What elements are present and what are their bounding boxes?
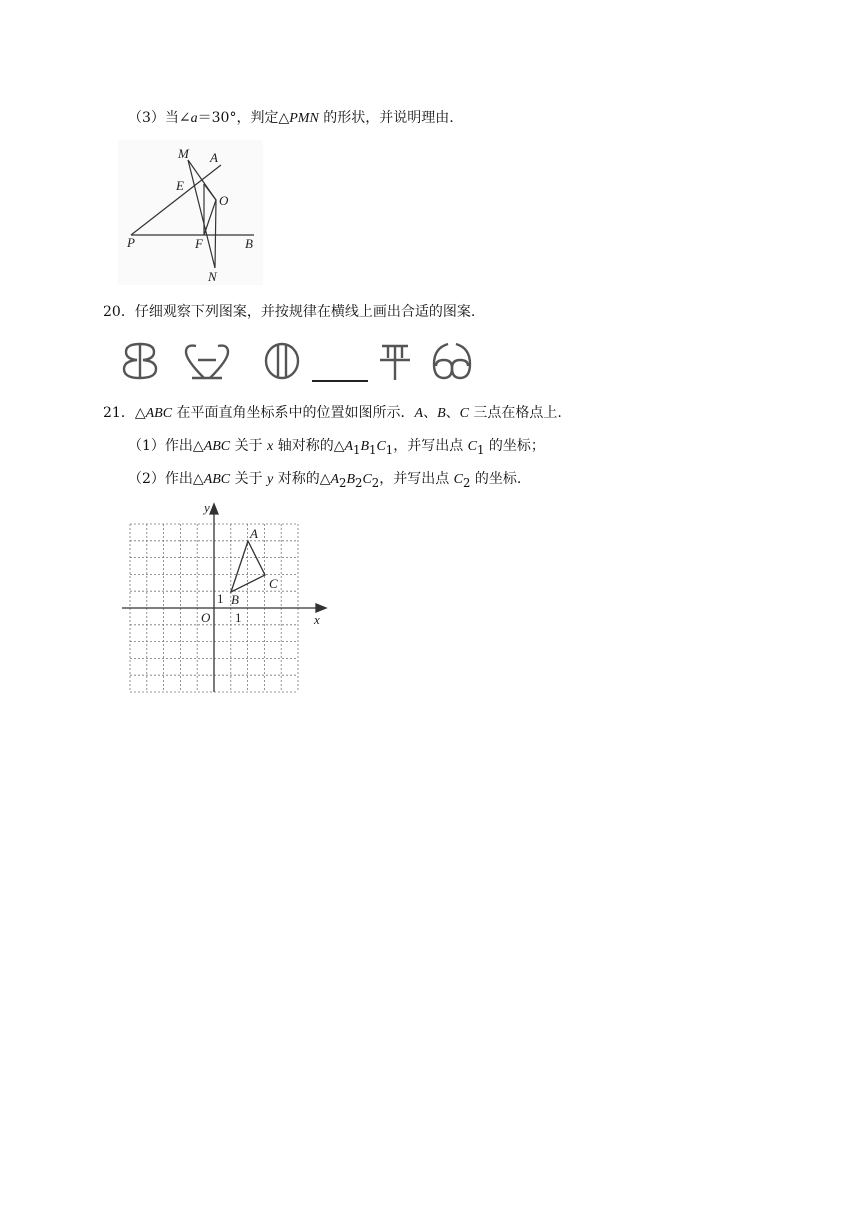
p1-ps: 1: [477, 442, 485, 457]
p1-axis: x: [267, 439, 274, 454]
label-o: O: [219, 193, 229, 208]
label-p: P: [127, 235, 135, 250]
p2-s2: 2: [355, 475, 363, 490]
q21-text-2: 三点在格点上.: [468, 405, 562, 421]
label-n: N: [208, 269, 217, 284]
p1-r3: C: [376, 439, 386, 454]
q20-patterns: [118, 338, 478, 386]
p1-c: 轴对称的△: [273, 438, 345, 454]
pattern-2: [186, 346, 228, 378]
q21-text: [103, 403, 562, 424]
answer-blank[interactable]: [312, 380, 368, 382]
p2-r3: C: [362, 472, 372, 487]
q19-part3-text: [128, 108, 454, 129]
p2-pt: C: [453, 472, 464, 487]
pattern-5: [380, 346, 410, 380]
q21-sep-1: 、: [423, 405, 438, 421]
p2-r1: A: [330, 472, 340, 487]
q21-part1: [128, 436, 545, 460]
label-x: x: [314, 612, 320, 627]
p2-b: 关于: [230, 471, 268, 487]
p1-a: （1）作出△: [128, 438, 204, 454]
p2-c: 对称的△: [273, 471, 331, 487]
label-f: F: [195, 236, 203, 251]
p1-r2: B: [360, 439, 370, 454]
q19-part3-suffix: 的形状，并说明理由.: [318, 110, 454, 126]
pattern-6: [434, 344, 470, 378]
p1-tri: ABC: [203, 439, 231, 454]
p2-axis: y: [267, 472, 274, 487]
point-b: B: [437, 406, 446, 421]
q21-part2: [128, 469, 521, 493]
label-b: B: [245, 236, 253, 251]
p2-a: （2）作出△: [128, 471, 204, 487]
angle-variable: a: [190, 111, 198, 126]
q19-part3-prefix: （3）当∠: [128, 110, 191, 126]
triangle-abc: ABC: [145, 406, 173, 421]
q19-figure: [118, 140, 263, 285]
p2-s3: 2: [371, 475, 380, 490]
q21-number: 21．△: [103, 405, 146, 421]
q21-grid-figure: [118, 500, 333, 695]
p1-d: ，并写出点: [393, 438, 468, 454]
p2-tri: ABC: [203, 472, 231, 487]
p1-s2: 1: [369, 442, 377, 457]
p2-s1: 2: [339, 475, 347, 490]
label-one-x: 1: [235, 610, 242, 625]
label-one-y: 1: [217, 591, 224, 606]
point-c: C: [459, 406, 469, 421]
label-y: y: [204, 500, 210, 515]
p1-b: 关于: [230, 438, 268, 454]
label-e: E: [176, 178, 184, 193]
q20-text: 20．仔细观察下列图案，并按规律在横线上画出合适的图案.: [103, 304, 476, 320]
p1-s3: 1: [385, 442, 394, 457]
label-m: M: [178, 146, 189, 161]
q21-sep-2: 、: [445, 405, 460, 421]
p2-d: ，并写出点: [379, 471, 454, 487]
pattern-1: [124, 344, 156, 378]
label-a: A: [210, 150, 218, 165]
label-origin: O: [201, 610, 211, 625]
triangle-pmn: PMN: [289, 111, 319, 126]
q19-part3-mid: ＝30°，判定△: [197, 110, 290, 126]
x-axis-arrow: [316, 604, 326, 612]
y-axis-arrow: [210, 504, 218, 514]
p1-r1: A: [344, 439, 354, 454]
point-a: A: [414, 406, 424, 421]
label-point-b: B: [231, 592, 239, 607]
q21-text-1: 在平面直角坐标系中的位置如图所示．: [172, 405, 415, 421]
p1-e: 的坐标；: [484, 438, 545, 454]
p2-ps: 2: [463, 475, 471, 490]
p1-pt: C: [467, 439, 478, 454]
p2-e: 的坐标.: [470, 471, 522, 487]
label-point-a: A: [250, 526, 258, 541]
pattern-3: [266, 344, 298, 378]
p2-r2: B: [346, 472, 356, 487]
p1-s1: 1: [353, 442, 361, 457]
label-point-c: C: [269, 576, 278, 591]
